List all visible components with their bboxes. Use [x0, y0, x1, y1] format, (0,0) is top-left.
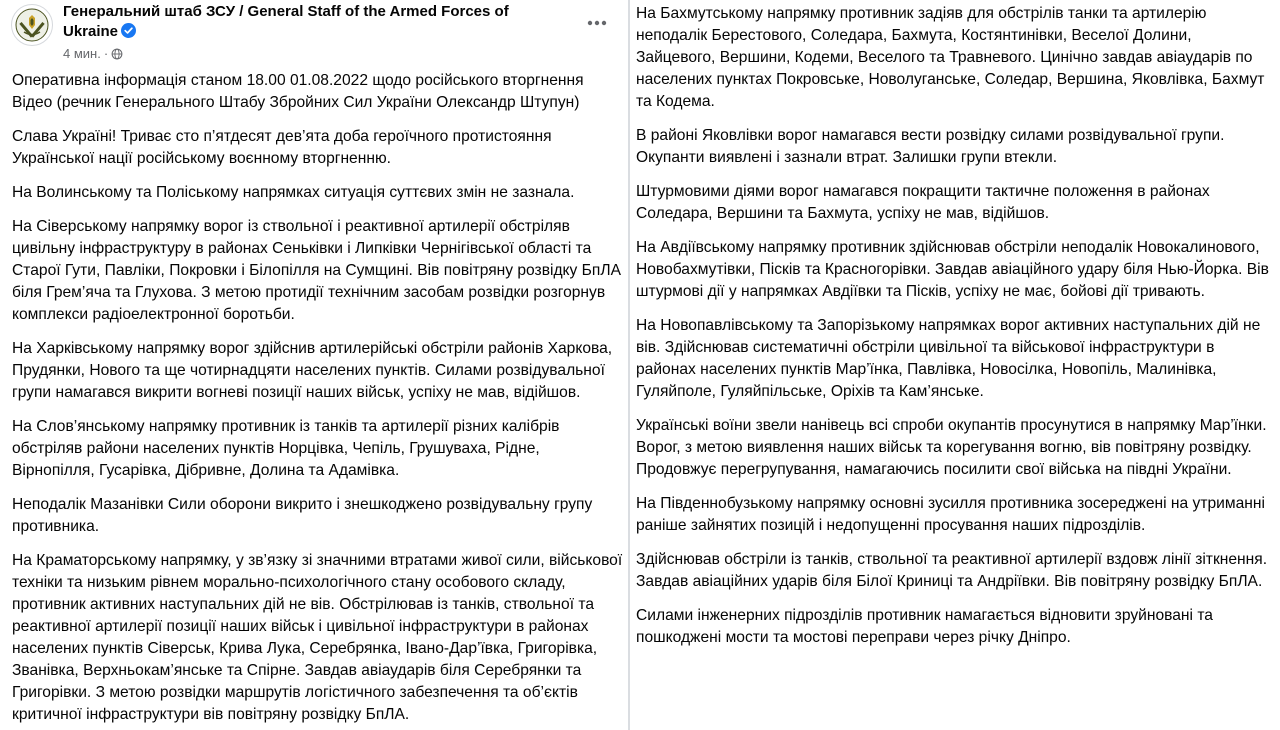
post-paragraph: На Авдіївському напрямку противник здійснював обстріли неподалік Новокалинового, Новобахмутівки, Пісків та Красногорівки. Завдав авіаційного удару біля Нью-Йорка. Вів штурмові дії у напрямках Авдіївки та Пісків, успіху не має, бойові дії тривають. [636, 239, 1269, 300]
post-paragraph: Неподалік Мазанівки Сили оборони викрито і знешкоджено розвідувальну групу противника. [12, 496, 593, 535]
post-paragraph: Українські воїни звели нанівець всі спроби окупантів просунутися в напрямку Мар’їнки. Ворог, з метою виявлення наших військ та корегування вогню, вів повітряну розвідку. Продовжує перегрупування, намагаючись посилити свої війська на півдні України. [636, 417, 1267, 478]
post-paragraph: На Слов’янському напрямку противник із танків та артилерії різних калібрів обстріляв райони населених пунктів Норцівка, Чепіль, Грушуваха, Рідне, Вірнопілля, Гусарівка, Дібривне, Долина та Адамівка. [12, 418, 560, 479]
post-right-panel [630, 0, 1280, 730]
post-text-right [636, 3, 1272, 661]
post-paragraph: На Волинському та Поліському напрямках ситуація суттєвих змін не зазнала. [12, 184, 575, 201]
globe-icon[interactable] [111, 48, 123, 60]
meta-separator: · [103, 46, 109, 61]
post-left-panel [0, 0, 628, 730]
post-paragraph: На Сіверському напрямку ворог із ствольної і реактивної артилерії обстріляв цивільну інфраструктуру в районах Сеньківки і Липківки Чернігівської області та Старої Гути, Павліки, Покровки і Білопілля на Сумщині. Вів повітряну розвідку БпЛА біля Грем’яча та Глухова. З метою протидії технічним засобам розвідки розгорнув комплекси радіоелектронної боротьби. [12, 218, 621, 323]
post-text-left [12, 70, 624, 730]
page-name[interactable] [63, 2, 543, 42]
post-paragraph: На Новопавлівському та Запорізькому напрямках ворог активних наступальних дій не вів. Здійснював систематичні обстріли цивільної та військової інфраструктури в районах населених пунктів Мар’їнка, Павлівка, Новосілка, Новопіль, Малинівка, Гуляйполе, Гуляйпільське, Оріхів та Кам’янське. [636, 317, 1261, 400]
post-paragraph: Штурмовими діями ворог намагався покращити тактичне положення в районах Соледара, Вершини та Бахмута, успіху не мав, відійшов. [636, 183, 1210, 222]
post-paragraph: На Бахмутському напрямку противник задіяв для обстрілів танки та артилерію неподалік Берестового, Соледара, Бахмута, Костянтинівки, Веселої Долини, Зайцевого, Вершини, Кодеми, Веселого та Травневого. Цинічно завдав авіаударів по населених пунктах Покровське, Новолуганське, Соледар, Вершина, Яковлівка, Бахмут та Кодема. [636, 5, 1265, 110]
post-paragraph: В районі Яковлівки ворог намагався вести розвідку силами розвідувальної групи. Окупанти виявлені і зазнали втрат. Залишки групи втекли. [636, 127, 1225, 166]
post-paragraph: Оперативна інформація станом 18.00 01.08.2022 щодо російського вторгнення Відео (речник Генерального Штабу Збройних Сил України Олександр Штупун) [12, 72, 584, 111]
post-paragraph: Слава Україні! Триває сто п’ятдесят дев’ята доба героїчного протистояння Української нації російському воєнному вторгненню. [12, 128, 552, 167]
verified-badge-icon [121, 23, 136, 38]
page-name-text[interactable]: Генеральний штаб ЗСУ / General Staff of the Armed Forces of Ukraine [63, 3, 509, 40]
post-meta [63, 46, 123, 62]
armed-forces-emblem-icon [15, 8, 49, 42]
post-paragraph: На Краматорському напрямку, у зв’язку зі значними втратами живої сили, військової техніки та низьким рівнем морально-психологічного стану особового складу, противник активних наступальних дій не вів. Обстрілював із танків, ствольної та реактивної артилерії позиції наших військ і цивільної інфраструктури в районах населених пунктів Сіверськ, Крива Лука, Серебрянка, Івано-Дар’ївка, Григорівка, Званівка, Верхньокам’янське та Спірне. Завдав авіаударів біля Серебрянки та Григорівки. З метою розвідки маршрутів логістичного забезпечення та об’єктів критичної інфраструктури вів повітряну розвідку БпЛА. [12, 552, 623, 723]
more-options-icon [587, 20, 607, 26]
post-paragraph: Здійснював обстріли із танків, ствольної та реактивної артилерії вздовж лінії зіткнення. Завдав авіаційних ударів біля Білої Криниці та Андріївки. Вів повітряну розвідку БпЛА. [636, 551, 1268, 590]
post-paragraph: Силами інженерних підрозділів противник намагається відновити зруйновані та пошкоджені мости та мостові переправи через річку Дніпро. [636, 607, 1213, 646]
post-timestamp[interactable]: 4 мин. [63, 46, 101, 61]
post-paragraph: На Південнобузькому напрямку основні зусилля противника зосереджені на утриманні раніше зайнятих позицій і недопущенні просування наших підрозділів. [636, 495, 1265, 534]
page-avatar[interactable] [11, 4, 53, 46]
more-options-button[interactable] [583, 9, 611, 37]
post-paragraph: На Харківському напрямку ворог здійснив артилерійські обстріли районів Харкова, Прудянки, Нового та ще чотирнадцяти населених пунктів. Силами розвідувальної групи намагався викрити вогневі позиції наших військ, успіху не мав, відійшов. [12, 340, 613, 401]
post-header [0, 0, 628, 68]
